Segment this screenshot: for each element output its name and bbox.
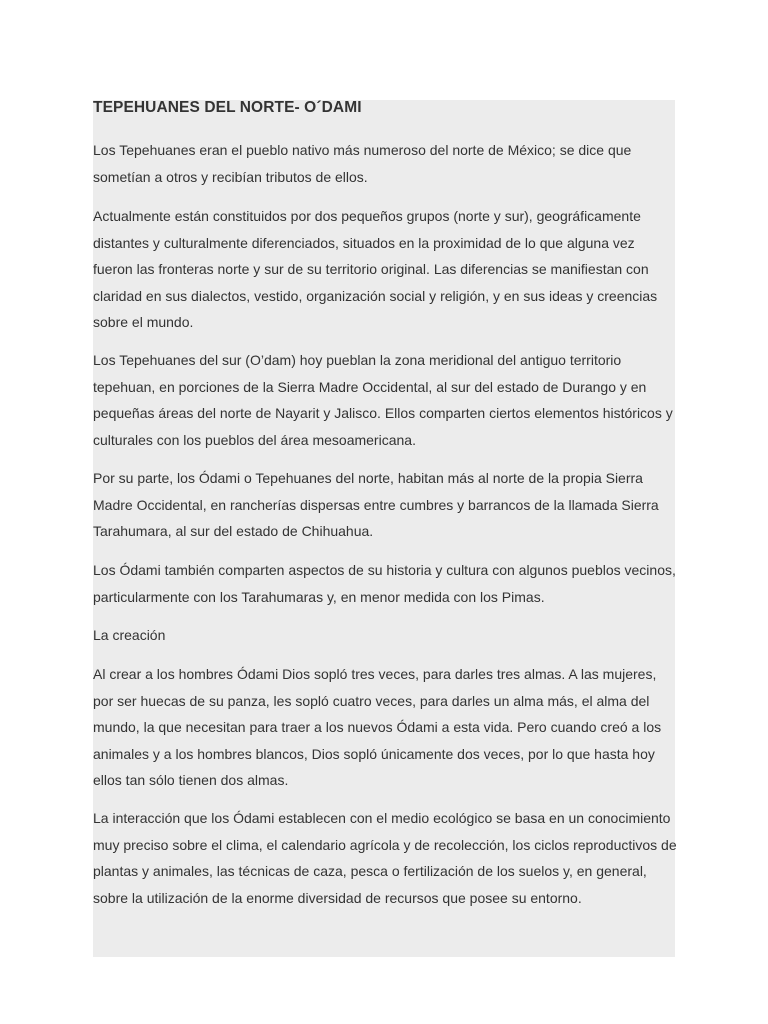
paragraph-groups: Actualmente están constituidos por dos pequeños grupos (norte y sur), geográficamente distantes y culturalmente diferenciados, situados en la proximidad de lo que alguna vez fueron las fronteras norte y sur de su territorio original. Las diferencias se manifiestan con claridad en sus dialectos, vestido, organización social y religión, y en sus ideas y creencias sobre el mundo. <box>93 208 658 330</box>
paragraph-creation: Al crear a los hombres Ódami Dios sopló tres veces, para darles tres almas. A las mujeres, por ser huecas de su panza, les sopló cuatro veces, para darles un alma más, el alma del mundo, la que necesitan para traer a los nuevos Ódami a esta vida. Pero cuando creó a los animales y a los hombres blancos, Dios sopló únicamente dos veces, por lo que hasta hoy ellos tan sólo tienen dos almas. <box>93 666 662 788</box>
section-heading-creation: La creación <box>93 627 166 643</box>
paragraph-south: Los Tepehuanes del sur (O’dam) hoy pueblan la zona meridional del antiguo territorio tepehuan, en porciones de la Sierra Madre Occidental, al sur del estado de Durango y en pequeñas áreas del norte de Nayarit y Jalisco. Ellos comparten ciertos elementos históricos y culturales con los pueblos del área mesoamericana. <box>93 352 673 448</box>
paragraph-ecology: La interacción que los Ódami establecen con el medio ecológico se basa en un conocimiento muy preciso sobre el clima, el calendario agrícola y de recolección, los ciclos reproductivos de plantas y animales, las técnicas de caza, pesca o fertilización de los suelos y, en general, sobre la utilización de la enorme diversidad de recursos que posee su entorno. <box>93 810 677 906</box>
paragraph-neighbors: Los Ódami también comparten aspectos de su historia y cultura con algunos pueblos vecinos, particularmente con los Tarahumaras y, en menor medida con los Pimas. <box>93 562 676 605</box>
paragraph-intro: Los Tepehuanes eran el pueblo nativo más numeroso del norte de México; se dice que sometían a otros y recibían tributos de ellos. <box>93 142 632 185</box>
paragraph-north: Por su parte, los Ódami o Tepehuanes del norte, habitan más al norte de la propia Sierra Madre Occidental, en rancherías dispersas entre cumbres y barrancos de la llamada Sierra Tarahumara, al sur del estado de Chihuahua. <box>93 470 659 539</box>
page-title: TEPEHUANES DEL NORTE- O´DAMI <box>93 99 362 116</box>
